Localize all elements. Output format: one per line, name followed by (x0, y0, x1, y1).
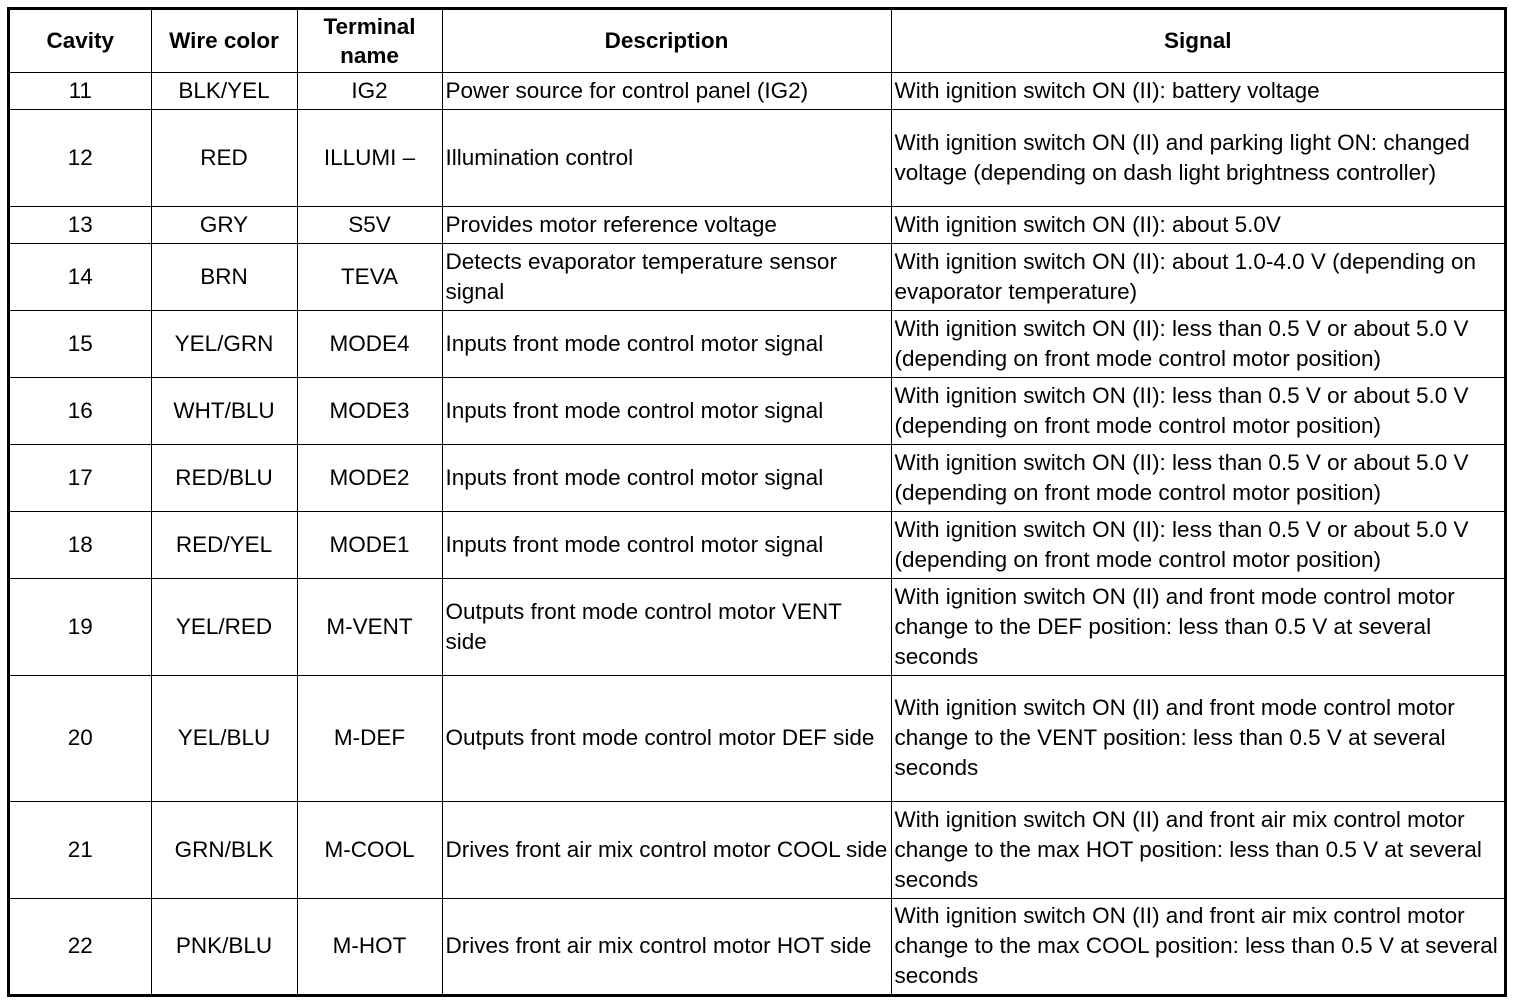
cavity-cell: 12 (10, 109, 151, 206)
signal-cell (891, 675, 1504, 801)
cavity-cell: 16 (10, 377, 151, 444)
table-row (10, 898, 1504, 994)
description-cell: Illumination control (442, 109, 891, 206)
header-wire-color: Wire color (151, 10, 297, 72)
signal-text: With ignition switch ON (II) and parking light ON: changed voltage (depending on dash light brightness controller) (894, 129, 1470, 185)
signal-cell (891, 444, 1504, 511)
terminal-name-cell: MODE2 (297, 444, 442, 511)
terminal-name-cell: M-COOL (297, 801, 442, 898)
wire-color-cell: YEL/GRN (151, 310, 297, 377)
signal-text: With ignition switch ON (II): less than 0.5 V or about 5.0 V (depending on front mode control motor position) (894, 516, 1469, 572)
table-row (10, 109, 1504, 206)
signal-text: seconds (894, 755, 979, 780)
table-row (10, 801, 1504, 898)
connector-table-frame (7, 7, 1507, 997)
signal-text: With ignition switch ON (II) and front mode control motor change to the DEF position: less than 0.5 V at several seconds (894, 583, 1455, 669)
description-cell: Inputs front mode control motor signal (442, 511, 891, 578)
description-cell: Drives front air mix control motor COOL side (442, 801, 891, 898)
wire-color-cell: RED/YEL (151, 511, 297, 578)
cavity-cell: 20 (10, 675, 151, 801)
description-cell: Outputs front mode control motor VENT side (442, 578, 891, 675)
cavity-cell: 11 (10, 72, 151, 109)
cavity-cell: 18 (10, 511, 151, 578)
terminal-name-cell: ILLUMI – (297, 109, 442, 206)
table-row (10, 377, 1504, 444)
signal-text: With ignition switch ON (II): about 5.0V (894, 211, 1281, 237)
wire-color-cell: WHT/BLU (151, 377, 297, 444)
description-cell: Detects evaporator temperature sensor signal (442, 243, 891, 310)
cavity-cell: 13 (10, 206, 151, 243)
header-terminal-name: Terminal name (297, 10, 442, 72)
terminal-name-cell: MODE4 (297, 310, 442, 377)
description-cell: Provides motor reference voltage (442, 206, 891, 243)
table-row (10, 675, 1504, 801)
signal-cell (891, 72, 1504, 109)
signal-text: With ignition switch ON (II): about 1.0-4.0 V (depending on evaporator temperature) (894, 248, 1477, 304)
table-row (10, 444, 1504, 511)
signal-text: With ignition switch ON (II) and front air mix control motor change to the max COOL position: less than 0.5 V at several seconds (894, 903, 1498, 989)
table-row (10, 206, 1504, 243)
signal-text: With ignition switch ON (II) and front mode control motor change to the VENT position: less than 0.5 V at several (894, 695, 1455, 750)
signal-cell (891, 243, 1504, 310)
cavity-cell: 14 (10, 243, 151, 310)
wire-color-cell: GRN/BLK (151, 801, 297, 898)
terminal-name-cell: TEVA (297, 243, 442, 310)
terminal-name-cell: IG2 (297, 72, 442, 109)
signal-cell (891, 310, 1504, 377)
table-row (10, 243, 1504, 310)
header-description: Description (442, 10, 891, 72)
signal-text: With ignition switch ON (II): less than 0.5 V or about 5.0 V (depending on front mode control motor position) (894, 315, 1469, 371)
description-cell: Power source for control panel (IG2) (442, 72, 891, 109)
signal-cell (891, 206, 1504, 243)
signal-cell (891, 578, 1504, 675)
terminal-name-cell: M-HOT (297, 898, 442, 994)
signal-text: With ignition switch ON (II): less than 0.5 V or about 5.0 V (depending on front mode control motor position) (894, 382, 1469, 438)
description-cell: Inputs front mode control motor signal (442, 444, 891, 511)
table-row (10, 578, 1504, 675)
wire-color-cell: PNK/BLU (151, 898, 297, 994)
connector-terminal-table (10, 10, 1504, 994)
signal-cell (891, 109, 1504, 206)
terminal-name-cell: M-VENT (297, 578, 442, 675)
signal-text: With ignition switch ON (II): battery voltage (894, 77, 1320, 103)
signal-cell (891, 898, 1504, 994)
cavity-cell: 21 (10, 801, 151, 898)
wire-color-cell: YEL/RED (151, 578, 297, 675)
description-cell: Drives front air mix control motor HOT side (442, 898, 891, 994)
cavity-cell: 15 (10, 310, 151, 377)
description-cell: Outputs front mode control motor DEF side (442, 675, 891, 801)
signal-text: With ignition switch ON (II): less than 0.5 V or about 5.0 V (depending on front mode control motor position) (894, 449, 1469, 505)
cavity-cell: 22 (10, 898, 151, 994)
table-row (10, 72, 1504, 109)
header-row (10, 10, 1504, 72)
wire-color-cell: BLK/YEL (151, 72, 297, 109)
wire-color-cell: GRY (151, 206, 297, 243)
terminal-name-cell: M-DEF (297, 675, 442, 801)
description-cell: Inputs front mode control motor signal (442, 377, 891, 444)
signal-cell (891, 801, 1504, 898)
wire-color-cell: RED (151, 109, 297, 206)
terminal-name-cell: S5V (297, 206, 442, 243)
header-cavity: Cavity (10, 10, 151, 72)
wire-color-cell: BRN (151, 243, 297, 310)
terminal-name-cell: MODE1 (297, 511, 442, 578)
signal-cell (891, 511, 1504, 578)
header-signal: Signal (891, 10, 1504, 72)
table-row (10, 511, 1504, 578)
description-cell: Inputs front mode control motor signal (442, 310, 891, 377)
terminal-name-cell: MODE3 (297, 377, 442, 444)
cavity-cell: 17 (10, 444, 151, 511)
signal-text: With ignition switch ON (II) and front air mix control motor change to the max HOT position: less than 0.5 V at several seconds (894, 806, 1482, 892)
wire-color-cell: YEL/BLU (151, 675, 297, 801)
table-row (10, 310, 1504, 377)
wire-color-cell: RED/BLU (151, 444, 297, 511)
cavity-cell: 19 (10, 578, 151, 675)
signal-cell (891, 377, 1504, 444)
